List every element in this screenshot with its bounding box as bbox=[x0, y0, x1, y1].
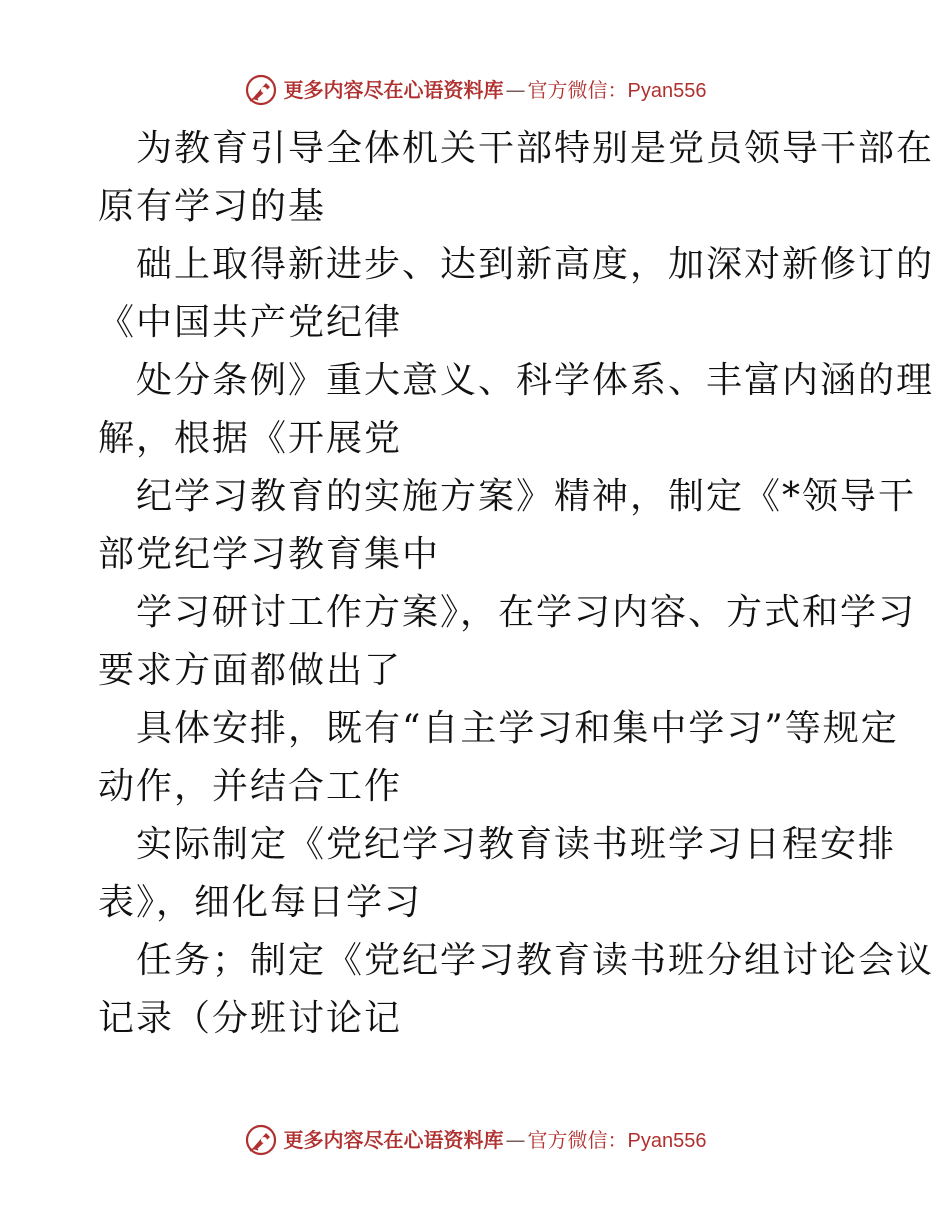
body-line: 具体安排，既有“自主学习和集中学习”等规定 bbox=[136, 708, 899, 749]
body-line: 础上取得新进步、达到新高度，加深对新修订的 bbox=[136, 244, 935, 285]
body-line: 部党纪学习教育集中 bbox=[98, 534, 441, 575]
body-line: 学习研讨工作方案》，在学习内容、方式和学习 bbox=[136, 592, 917, 633]
header-banner-wechat-label: 官方微信： bbox=[527, 77, 628, 102]
header-banner-main: 更多内容尽在心语资料库 bbox=[283, 77, 504, 102]
body-line: 纪学习教育的实施方案》精神，制定《*领导干 bbox=[136, 476, 917, 517]
body-line: 处分条例》重大意义、科学体系、丰富内涵的理 bbox=[136, 360, 935, 401]
footer-banner-separator: — bbox=[505, 1127, 526, 1152]
header-banner-text bbox=[284, 73, 707, 108]
footer-banner-main: 更多内容尽在心语资料库 bbox=[283, 1127, 504, 1152]
pen-nib-logo-icon bbox=[244, 1123, 278, 1157]
body-line: 原有学习的基 bbox=[98, 186, 327, 227]
body-line: 《中国共产党纪律 bbox=[98, 302, 403, 343]
header-banner-wechat-id: Pyan556 bbox=[627, 79, 707, 102]
footer-banner-text bbox=[284, 1123, 707, 1158]
body-line: 实际制定《党纪学习教育读书班学习日程安排 bbox=[136, 824, 897, 865]
document-body bbox=[98, 120, 935, 1048]
footer-banner-wechat-label: 官方微信： bbox=[527, 1127, 628, 1152]
body-line: 表》，细化每日学习 bbox=[98, 882, 423, 923]
body-line: 任务；制定《党纪学习教育读书班分组讨论会议 bbox=[136, 940, 935, 981]
body-line: 为教育引导全体机关干部特别是党员领导干部在 bbox=[136, 128, 935, 169]
footer-banner-wechat-id: Pyan556 bbox=[627, 1129, 707, 1152]
header-banner bbox=[0, 70, 950, 110]
body-line: 记录（分班讨论记 bbox=[98, 998, 403, 1039]
footer-banner bbox=[0, 1120, 950, 1160]
pen-nib-logo-icon bbox=[244, 73, 278, 107]
body-line: 动作，并结合工作 bbox=[98, 766, 403, 807]
body-line: 解，根据《开展党 bbox=[98, 418, 403, 459]
header-banner-separator: — bbox=[505, 77, 526, 102]
body-line: 要求方面都做出了 bbox=[98, 650, 403, 691]
